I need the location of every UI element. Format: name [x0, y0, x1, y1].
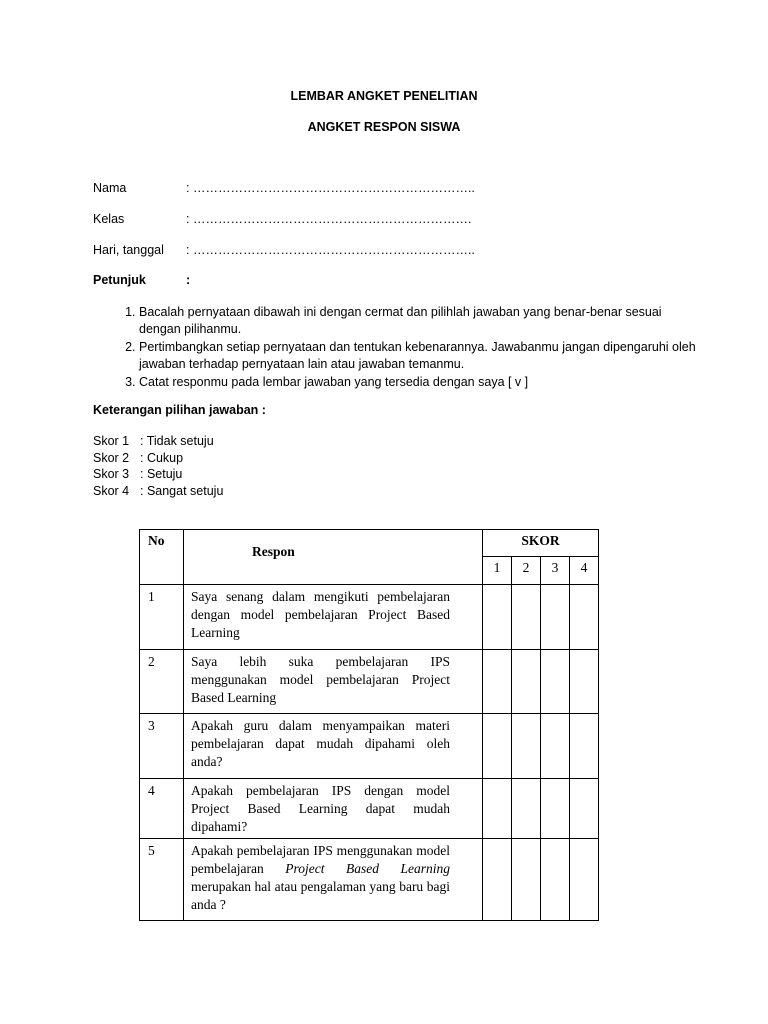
answer-box-2[interactable] — [512, 714, 541, 779]
statement-text: Apakah pembelajaran IPS menggunakan model pembelajaran — [191, 843, 450, 876]
answer-box-1[interactable] — [483, 585, 512, 650]
skor-desc: : Cukup — [140, 450, 184, 465]
skor-key: Skor 1 — [93, 434, 130, 448]
col-header-no: No — [140, 530, 184, 585]
answer-box-4[interactable] — [570, 714, 599, 779]
answer-box-3[interactable] — [541, 714, 570, 779]
document-subtitle: ANGKET RESPON SISWA — [307, 120, 461, 134]
table-row — [140, 839, 599, 921]
petunjuk-label: Petunjuk — [93, 273, 146, 287]
row-statement — [184, 839, 483, 921]
table-row — [140, 779, 599, 839]
skor-desc: : Tidak setuju — [140, 434, 214, 448]
row-statement: Saya senang dalam mengikuti pembelajaran dengan model pembelajaran Project Based Learning — [184, 585, 483, 650]
skor-legend-item — [93, 466, 223, 483]
skor-col-1: 1 — [483, 557, 512, 585]
keterangan-heading: Keterangan pilihan jawaban : — [93, 403, 266, 417]
table-header-row — [140, 530, 599, 557]
field-dotted-line: : ………………………………………………………….. — [186, 243, 475, 257]
answer-box-2[interactable] — [512, 779, 541, 839]
skor-key: Skor 3 — [93, 467, 130, 481]
petunjuk-heading — [93, 273, 191, 287]
answer-box-4[interactable] — [570, 779, 599, 839]
table-row — [140, 714, 599, 779]
answer-box-4[interactable] — [570, 839, 599, 921]
col-header-respon: Respon — [184, 530, 483, 585]
table-row — [140, 650, 599, 714]
skor-key: Skor 4 — [93, 483, 130, 498]
skor-key: Skor 2 — [93, 450, 130, 465]
answer-box-3[interactable] — [541, 650, 570, 714]
skor-col-4: 4 — [570, 557, 599, 585]
document-title: LEMBAR ANGKET PENELITIAN — [290, 89, 478, 103]
instruction-list — [93, 304, 699, 392]
row-number: 2 — [140, 650, 184, 714]
answer-box-1[interactable] — [483, 839, 512, 921]
row-number: 5 — [140, 839, 184, 921]
answer-box-3[interactable] — [541, 779, 570, 839]
answer-box-4[interactable] — [570, 585, 599, 650]
row-number: 3 — [140, 714, 184, 779]
field-dotted-line: : ………………………………………………………….. — [186, 181, 475, 195]
skor-legend — [93, 433, 223, 499]
field-label: Hari, tanggal — [93, 243, 164, 257]
field-label: Kelas — [93, 212, 125, 226]
skor-desc: : Sangat setuju — [140, 483, 224, 498]
col-header-skor: SKOR — [483, 530, 599, 557]
answer-box-2[interactable] — [512, 585, 541, 650]
petunjuk-colon: : — [186, 273, 191, 287]
instruction-item: 1. Bacalah pernyataan dibawah ini dengan cermat dan pilihlah jawaban yang benar-benar sesuai dengan pilihanmu. — [139, 304, 699, 338]
field-dotted-line: : …………………………………………………………. — [186, 212, 472, 226]
skor-legend-item — [93, 433, 223, 450]
field-label: Nama — [93, 181, 127, 195]
answer-box-1[interactable] — [483, 779, 512, 839]
statement-text: merupakan hal atau pengalaman yang baru bagi anda ? — [191, 879, 450, 912]
table-row — [140, 585, 599, 650]
answer-box-2[interactable] — [512, 839, 541, 921]
response-table — [139, 529, 599, 921]
skor-legend-item — [93, 450, 223, 467]
instruction-item: 2. Pertimbangkan setiap pernyataan dan tentukan kebenarannya. Jawabanmu jangan dipengaruhi oleh jawaban terhadap pernyataan lain atau jawaban temanmu. — [139, 339, 699, 373]
answer-box-4[interactable] — [570, 650, 599, 714]
answer-box-3[interactable] — [541, 839, 570, 921]
statement-italic-text: Project Based Learning — [285, 861, 450, 876]
answer-box-3[interactable] — [541, 585, 570, 650]
row-statement: Apakah guru dalam menyampaikan materi pembelajaran dapat mudah dipahami oleh anda? — [184, 714, 483, 779]
row-statement: Apakah pembelajaran IPS dengan model Project Based Learning dapat mudah dipahami? — [184, 779, 483, 839]
skor-col-3: 3 — [541, 557, 570, 585]
instruction-item: 3. Catat responmu pada lembar jawaban yang tersedia dengan saya [ v ] — [139, 374, 699, 391]
row-statement: Saya lebih suka pembelajaran IPS menggunakan model pembelajaran Project Based Learning — [184, 650, 483, 714]
row-number: 4 — [140, 779, 184, 839]
answer-box-2[interactable] — [512, 650, 541, 714]
skor-desc: : Setuju — [140, 467, 183, 481]
skor-col-2: 2 — [512, 557, 541, 585]
answer-box-1[interactable] — [483, 714, 512, 779]
answer-box-1[interactable] — [483, 650, 512, 714]
skor-legend-item — [93, 483, 223, 500]
row-number: 1 — [140, 585, 184, 650]
